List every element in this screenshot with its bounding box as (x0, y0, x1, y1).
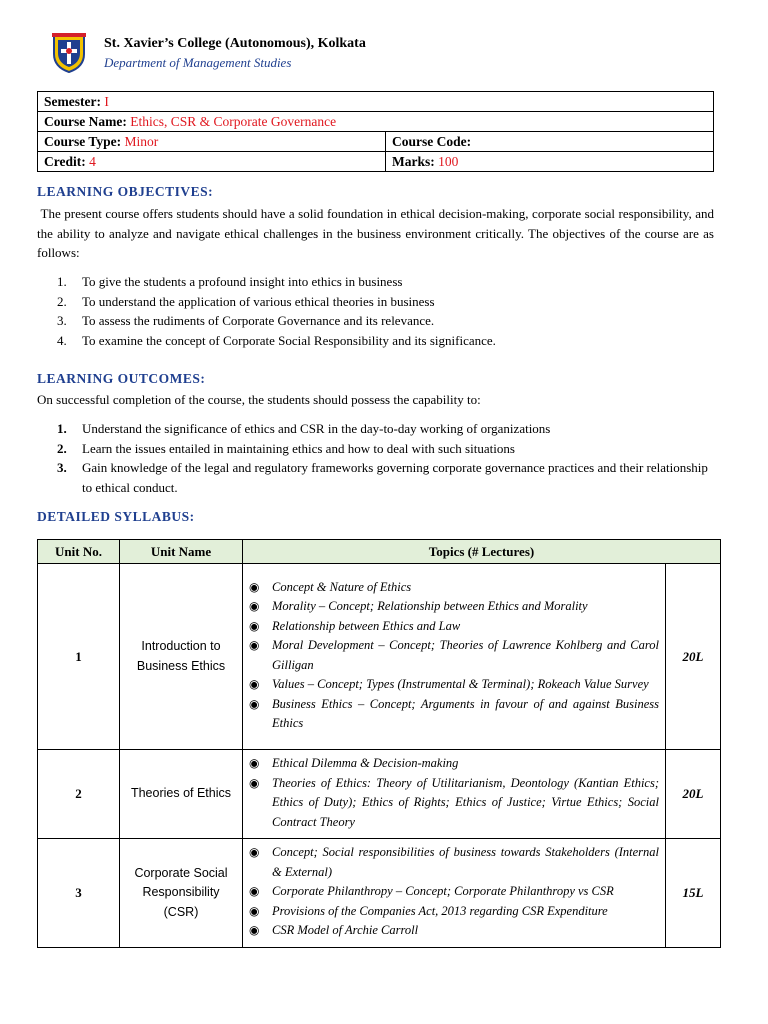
radio-bullet-icon: ◉ (249, 775, 260, 790)
semester-value: I (104, 93, 109, 109)
list-item: ◉ Business Ethics – Concept; Arguments in favour of and against Business Ethics (249, 696, 659, 730)
list-item: ◉ Morality – Concept; Relationship between Ethics and Morality (249, 597, 659, 617)
course-type-cell: Course Type: Minor (38, 132, 386, 152)
list-item: 1. Understand the significance of ethics and CSR in the day-to-day working of organizations (57, 421, 551, 436)
list-item: 1. To give the students a profound insight into ethics in business (57, 274, 403, 289)
list-item: ◉ Provisions of the Companies Act, 2013 regarding CSR Expenditure (249, 902, 659, 922)
unit-name: Theories of Ethics (120, 750, 243, 839)
course-name-value: Ethics, CSR & Corporate Governance (130, 113, 337, 129)
col-header-name: Unit Name (120, 540, 243, 564)
list-item: ◉ Relationship between Ethics and Law (249, 617, 659, 637)
list-item: ◉ Theories of Ethics: Theory of Utilitarianism, Deontology (Kantian Ethics; Ethics of Duty); Ethics of Rights; Ethics of Justice; Virtue Ethics; Social Contract Theory (249, 775, 659, 829)
list-item: 2. To understand the application of various ethical theories in business (57, 293, 435, 309)
radio-bullet-icon: ◉ (249, 756, 260, 770)
marks-value: 100 (438, 153, 459, 169)
unit-name: Introduction to Business Ethics (120, 564, 243, 750)
outcomes-intro: On successful completion of the course, the students should possess the capability to: (37, 392, 481, 407)
table-row (38, 750, 721, 839)
unit-number: 2 (38, 750, 120, 839)
list-item: ◉ Ethical Dilemma & Decision-making (249, 754, 659, 774)
course-code-cell: Course Code: (386, 132, 714, 152)
col-header-topics: Topics (# Lectures) (243, 540, 721, 564)
page-header (48, 28, 728, 78)
college-crest-icon (48, 32, 90, 74)
objectives-intro: The present course offers students should have a solid foundation in ethical decision-making, corporate social responsibility, and the ability to analyze and navigate ethical challenges in the business environment critically. The objectives of the course are as follows: (37, 206, 718, 260)
col-header-unit: Unit No. (38, 540, 120, 564)
course-type-value: Minor (124, 133, 159, 149)
credit-cell: Credit: 4 (38, 152, 386, 172)
unit-topics (243, 564, 666, 750)
radio-bullet-icon: ◉ (249, 696, 260, 711)
objectives-list (37, 272, 714, 350)
syllabus-heading: DETAILED SYLLABUS: (37, 509, 195, 524)
outcomes-list (37, 419, 714, 497)
semester-cell: Semester: I (38, 92, 714, 112)
course-name-cell: Course Name: Ethics, CSR & Corporate Governance (38, 112, 714, 132)
radio-bullet-icon: ◉ (249, 599, 260, 613)
table-row (38, 564, 721, 750)
list-item: ◉ CSR Model of Archie Carroll (249, 921, 659, 941)
department-name: Department of Management Studies (104, 55, 292, 70)
unit-topics (243, 750, 666, 839)
unit-number: 1 (38, 564, 120, 750)
list-item: ◉ Moral Development – Concept; Theories of Lawrence Kohlberg and Carol Gilligan (249, 638, 659, 672)
radio-bullet-icon: ◉ (249, 845, 260, 860)
list-item: 3. To assess the rudiments of Corporate Governance and its relevance. (57, 313, 435, 328)
objectives-heading: LEARNING OBJECTIVES: (37, 184, 214, 199)
unit-lectures: 20L (666, 564, 721, 750)
unit-lectures: 15L (666, 839, 721, 948)
syllabus-table (37, 539, 721, 948)
radio-bullet-icon: ◉ (249, 638, 260, 652)
course-info-table (37, 91, 714, 172)
list-item: ◉ Values – Concept; Types (Instrumental & Terminal); Rokeach Value Survey (249, 675, 659, 695)
list-item: ◉ Concept & Nature of Ethics (249, 578, 659, 598)
table-row (38, 839, 721, 948)
outcomes-heading: LEARNING OUTCOMES: (37, 371, 206, 386)
radio-bullet-icon: ◉ (249, 903, 260, 918)
list-item: 2. Learn the issues entailed in maintaining ethics and how to deal with such situations (57, 440, 515, 456)
radio-bullet-icon: ◉ (249, 923, 260, 938)
list-item: 3. Gain knowledge of the legal and regulatory frameworks governing corporate governance practices and their relationship to ethical conduct. (57, 460, 708, 495)
radio-bullet-icon: ◉ (249, 677, 260, 691)
unit-topics (243, 839, 666, 948)
unit-number: 3 (38, 839, 120, 948)
college-name: St. Xavier’s College (Autonomous), Kolkata (104, 36, 366, 51)
radio-bullet-icon: ◉ (249, 618, 260, 633)
list-item: ◉ Concept; Social responsibilities of business towards Stakeholders (Internal & External) (249, 845, 659, 879)
credit-value: 4 (89, 153, 96, 169)
unit-name: Corporate Social Responsibility (CSR) (120, 839, 243, 948)
list-item: ◉ Corporate Philanthropy – Concept; Corporate Philanthropy vs CSR (249, 882, 659, 902)
unit-lectures: 20L (666, 750, 721, 839)
radio-bullet-icon: ◉ (249, 579, 260, 594)
marks-cell: Marks: 100 (386, 152, 714, 172)
list-item: 4. To examine the concept of Corporate Social Responsibility and its significance. (57, 332, 496, 348)
radio-bullet-icon: ◉ (249, 884, 260, 899)
